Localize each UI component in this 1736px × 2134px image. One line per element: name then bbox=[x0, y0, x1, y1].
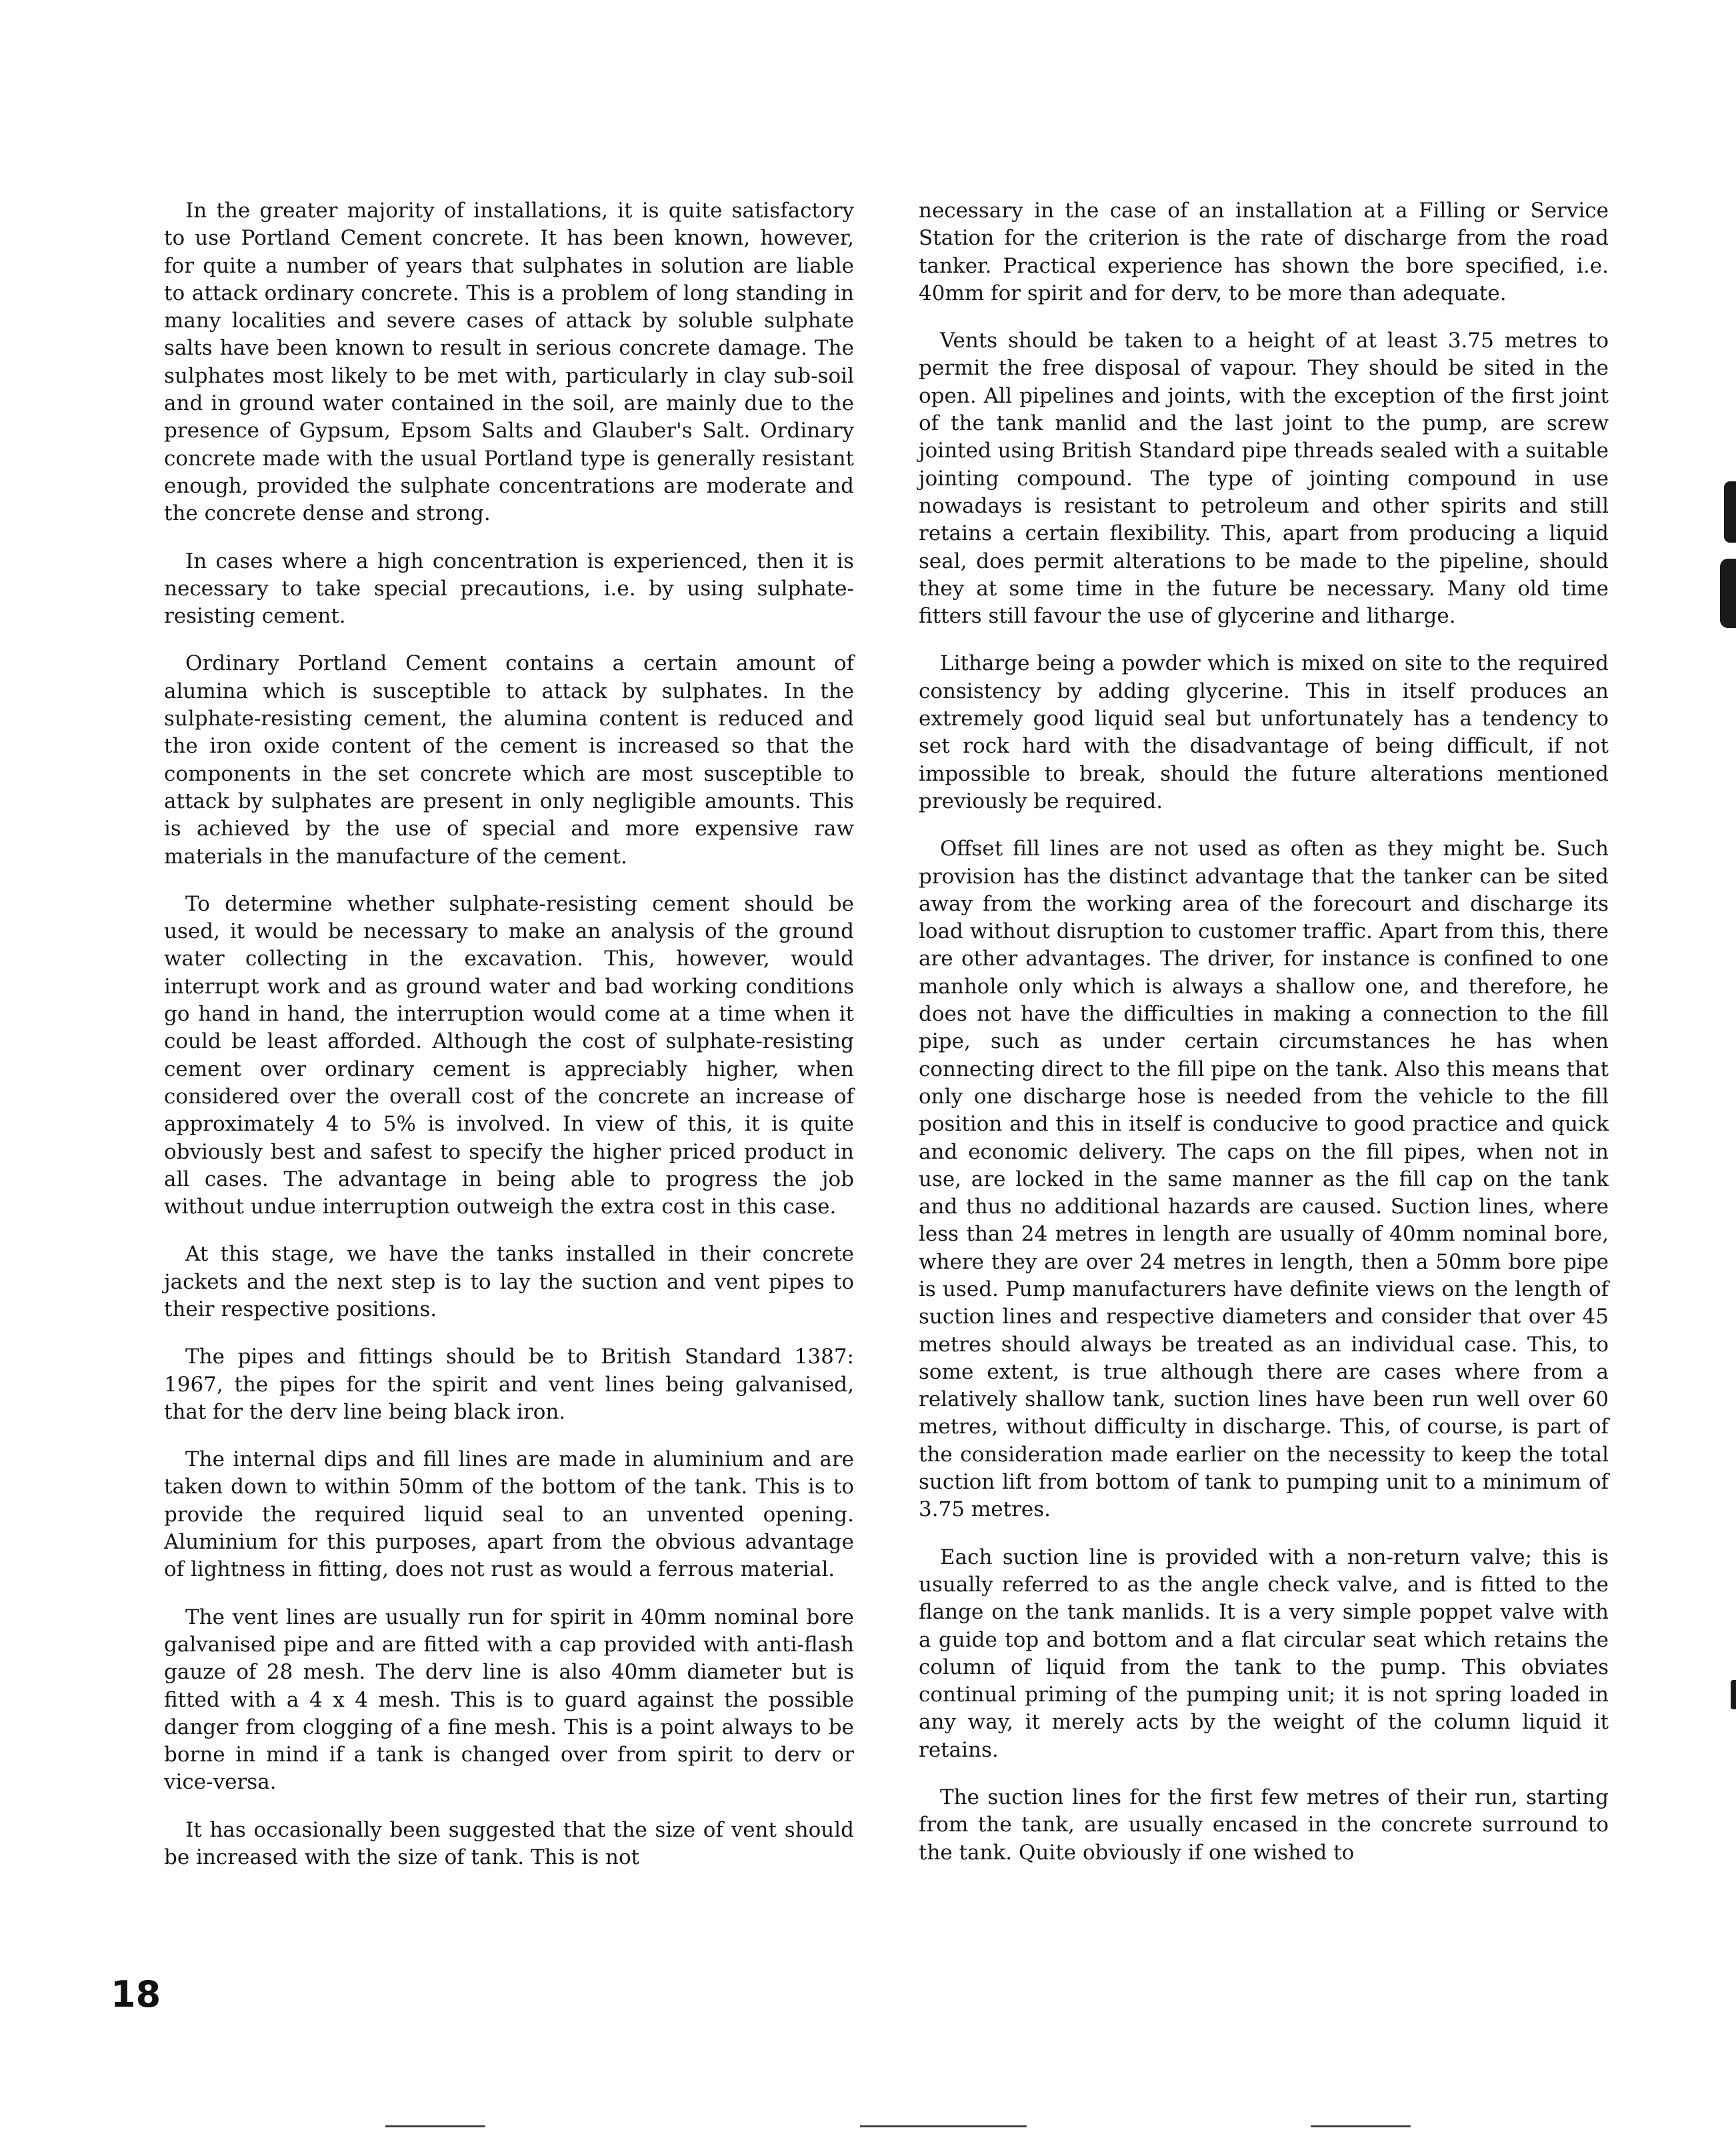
paragraph: Each suction line is provided with a non-return valve; this is usually referred to as the angle check valve, and is fitted to the flange on the tank manlids. It is a very simple poppet valve with a guide top and bottom and a flat circular seat which retains the column of liquid from the tank to the pump. This obviates continual priming of the pumping unit; it is not spring loaded in any way, it merely acts by the weight of the column liquid it retains. bbox=[919, 1545, 1609, 1762]
binding-mark bbox=[1731, 1680, 1736, 1709]
paragraph: The internal dips and fill lines are made in aluminium and are taken down to within 50mm of the bottom of the tank. This is to provide the required liquid seal to an unvented opening. Aluminium for this purposes, apart from the obvious advantage of lightness in fitting, does not rust as would a ferrous material. bbox=[164, 1447, 854, 1582]
paragraph: Litharge being a powder which is mixed on site to the required consistency by adding glycerine. This in itself produces an extremely good liquid seal but unfortunately has a tendency to set rock hard with the disadvantage of being difficult, if not impossible to break, should the future alterations mentioned previously be required. bbox=[919, 651, 1609, 813]
paragraph: The pipes and fittings should be to British Standard 1387: 1967, the pipes for the spirit and vent lines being galvanised, that for the derv line being black iron. bbox=[164, 1345, 854, 1424]
paragraph: necessary in the case of an installation at a Filling or Service Station for the criterion is the rate of discharge from the road tanker. Practical experience has shown the bore specified, i.e. 40mm for spirit and for derv, to be more than adequate. bbox=[919, 199, 1609, 305]
right-column bbox=[919, 197, 1609, 1887]
paragraph: Vents should be taken to a height of at least 3.75 metres to permit the free disposal of vapour. They should be sited in the open. All pipelines and joints, with the exception of the first joint of the tank manlid and the last joint to the pump, are screw jointed using British Standard pipe threads sealed with a suitable jointing compound. The type of jointing compound in use nowadays is resistant to petroleum and other spirits and still retains a certain flexibility. This, apart from producing a liquid seal, does permit alterations to be made to the pipeline, should they at some time in the future be necessary. Many old time fitters still favour the use of glycerine and litharge. bbox=[919, 329, 1609, 629]
paragraph: The suction lines for the first few metres of their run, starting from the tank, are usually encased in the concrete surround to the tank. Quite obviously if one wished to bbox=[919, 1785, 1609, 1865]
page-number: 18 bbox=[111, 1973, 161, 2015]
paragraph: At this stage, we have the tanks installed in their concrete jackets and the next step is to lay the suction and vent pipes to their respective positions. bbox=[164, 1242, 854, 1321]
paragraph: To determine whether sulphate-resisting cement should be used, it would be necessary to make an analysis of the ground water collecting in the excavation. This, however, would interrupt work and as ground water and bad working conditions go hand in hand, the interruption would come at a time when it could be least afforded. Although the cost of sulphate-resisting cement over ordinary cement is appreciably higher, when considered over the overall cost of the concrete an increase of approximately 4 to 5% is involved. In view of this, it is quite obviously best and safest to specify the higher priced product in all cases. The advantage in being able to progress the job without undue interruption outweigh the extra cost in this case. bbox=[164, 891, 854, 1219]
bottom-edge-rule bbox=[860, 2125, 1027, 2127]
paragraph: Ordinary Portland Cement contains a certain amount of alumina which is susceptible to attack by sulphates. In the sulphate-resisting cement, the alumina content is reduced and the iron oxide content of the cement is increased so that the components in the set concrete which are most susceptible to attack by sulphates are present in only negligible amounts. This is achieved by the use of special and more expensive raw materials in the manufacture of the cement. bbox=[164, 651, 854, 869]
left-column bbox=[164, 197, 854, 1891]
paragraph: In cases where a high concentration is experienced, then it is necessary to take special precautions, i.e. by using sulphate-resisting cement. bbox=[164, 549, 854, 629]
paragraph: In the greater majority of installations, it is quite satisfactory to use Portland Cement concrete. It has been known, however, for quite a number of years that sulphates in solution are liable to attack ordinary concrete. This is a problem of long standing in many localities and severe cases of attack by soluble sulphate salts have been known to result in serious concrete damage. The sulphates most likely to be met with, particularly in clay sub-soil and in ground water contained in the soil, are mainly due to the presence of Gypsum, Epsom Salts and Glauber's Salt. Ordinary concrete made with the usual Portland type is generally resistant enough, provided the sulphate concentrations are moderate and the concrete dense and strong. bbox=[164, 199, 854, 526]
paragraph: Offset fill lines are not used as often as they might be. Such provision has the distinct advantage that the tanker can be sited away from the working area of the forecourt and discharge its load without disruption to customer traffic. Apart from this, there are other advantages. The driver, for instance is confined to one manhole only which is always a shallow one, and therefore, he does not have the difficulties in making a connection to the fill pipe, such as under certain circumstances he has when connecting direct to the fill pipe on the tank. Also this means that only one discharge hose is needed from the vehicle to the fill position and this in itself is conducive to good practice and quick and economic delivery. The caps on the fill pipes, when not in use, are locked in the same manner as the fill cap on the tank and thus no additional hazards are caused. Suction lines, where less than 24 metres in length are usually of 40mm nominal bore, where they are over 24 metres in length, then a 50mm bore pipe is used. Pump manufacturers have definite views on the length of suction lines and respective diameters and consider that over 45 metres should always be treated as an individual case. This, to some extent, is true although there are cases where from a relatively shallow tank, suction lines have been run well over 60 metres, without difficulty in discharge. This, of course, is part of the consideration made earlier on the necessity to keep the total suction lift from bottom of tank to pumping unit to a minimum of 3.75 metres. bbox=[919, 837, 1609, 1522]
binding-mark bbox=[1724, 481, 1736, 543]
bottom-edge-rule bbox=[385, 2125, 485, 2127]
binding-mark bbox=[1720, 559, 1736, 628]
bottom-edge-rule bbox=[1311, 2125, 1411, 2127]
paragraph: It has occasionally been suggested that the size of vent should be increased with the size of tank. This is not bbox=[164, 1817, 854, 1870]
paragraph: The vent lines are usually run for spirit in 40mm nominal bore galvanised pipe and are fitted with a cap provided with anti-flash gauze of 28 mesh. The derv line is also 40mm diameter but is fitted with a 4 x 4 mesh. This is to guard against the possible danger from clogging of a fine mesh. This is a point always to be borne in mind if a tank is changed over from spirit to derv or vice-versa. bbox=[164, 1605, 854, 1795]
